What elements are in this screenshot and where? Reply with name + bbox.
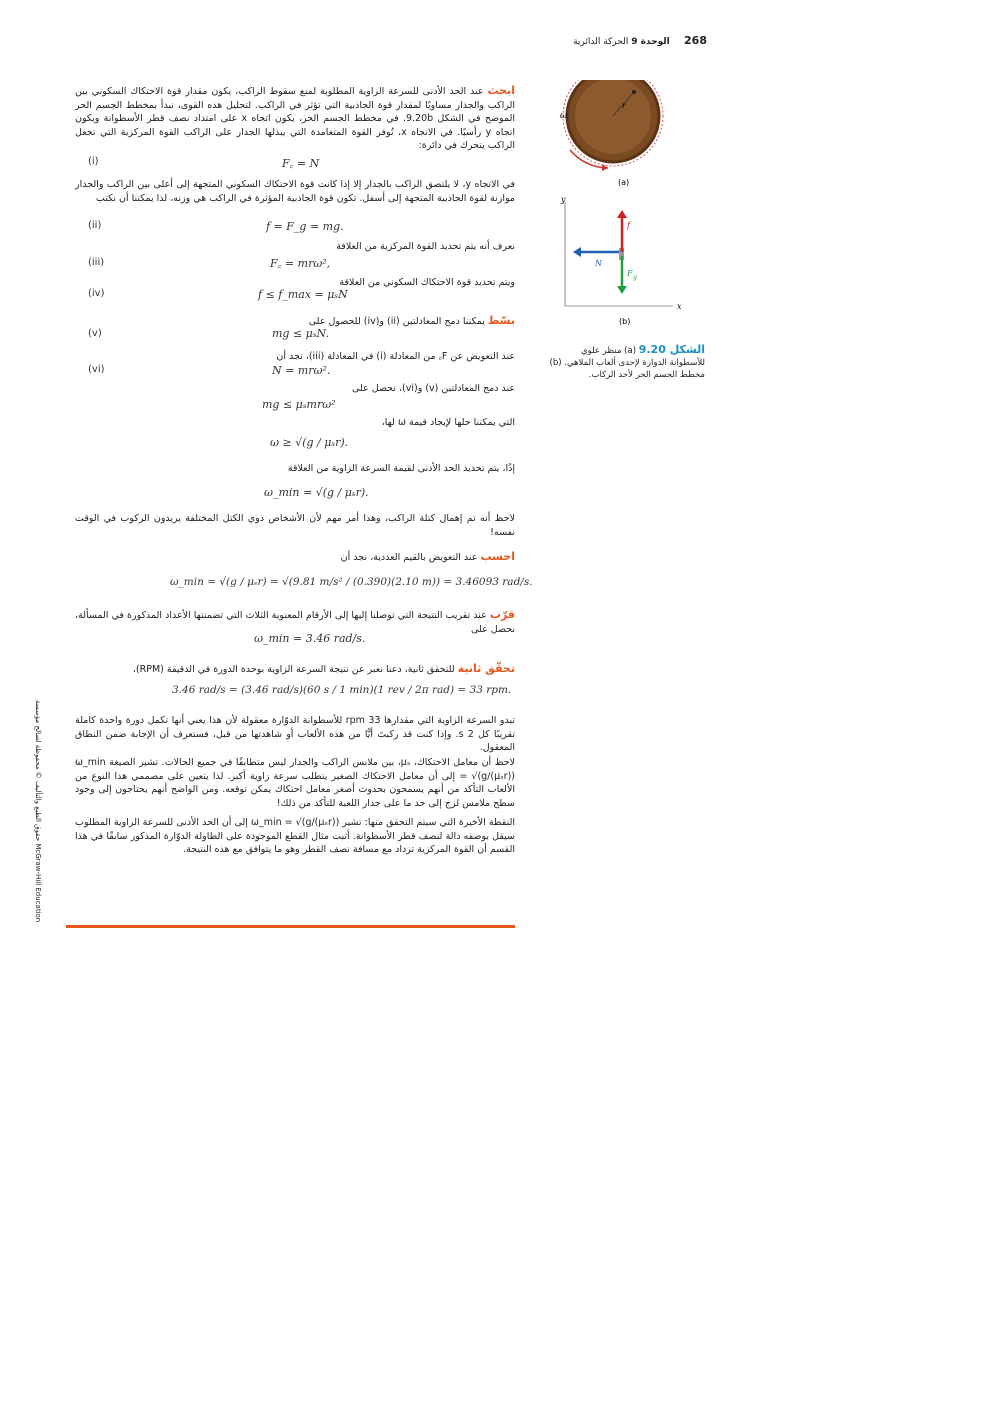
bottom-rule: [66, 925, 515, 928]
equation-number-i: (i): [88, 156, 99, 167]
equation-iv: f ≤ f_max = μₛN: [258, 288, 348, 301]
equation-vii: mg ≤ μₛmrω²: [262, 398, 336, 411]
check-keyword: تحقّق ثانية: [457, 662, 515, 675]
copyright-sidebar: [30, 700, 44, 923]
omega-arrowhead: [602, 164, 608, 171]
paragraph-centripetal: نعرف أنه يتم تحديد القوة المركزية من العلاقة: [336, 241, 515, 252]
calculate-text: عند التعويض بالقيم العددية، نجد أن: [340, 552, 478, 563]
check-text: للتحقق ثانية، دعنا نعبر عن نتيجة السرعة الزاوية بوحدة الدورة في الدقيقة (RPM)،: [132, 664, 455, 675]
equation-ix: ω_min = √(g / μₛr).: [264, 486, 369, 499]
figure-panel-a: [550, 80, 680, 190]
research-keyword: ابحث: [487, 84, 515, 97]
paragraph-reasonable: تبدو السرعة الزاوية التي مقدارها 33 rpm للأسطوانة الدوّارة معقولة لأن هذا يعني أنها تكمل دورة واحدة كاملة تقريبًا كل 2 s. وإذا كنت قد ركبتَ أيًّا من هذه الألعاب أو شاهدتها من قبل، فستعرف أن الإجابة ضمن النطاق المعقول.: [75, 715, 515, 753]
paragraph-y-direction: في الاتجاه y، لا يلتصق الراكب بالجدار إلا إذا كانت قوة الاحتكاك السكوني المتجهة إلى أعلى بين الراكب والجدار موازنة لقوة الجاذبية المتجهة إلى أسفل. تكون قوة الجاذبية المؤثرة في الراكب هي وزنه، لذا يمكننا أن نكتب: [75, 179, 515, 204]
calculate-keyword: احسب: [480, 550, 515, 563]
equation-xi: ω_min = 3.46 rad/s.: [254, 632, 366, 645]
equation-ii: f = F_g = mg.: [266, 220, 344, 233]
normal-label: N: [595, 259, 602, 268]
research-text: عند الحد الأدنى للسرعة الزاوية المطلوبة لمنع سقوط الراكب، يكون مقدار قوة الاحتكاك السكوني بين الراكب والجدار مساويًا لمقدار قوة الجاذبية التي تؤثر في الراكب. لتحليل هذه القوى، نبدأ بمخطط الجسم الحر الموضح في الشكل 9.20b. في مخطط الجسم الحر، يكون اتجاه x على امتداد نصف قطر الأسطوانة ويكون اتجاه y رأسيًا. في الاتجاه x، تُوفر القوة المتعامدة التي يبذلها الجدار على الراكب القوة المركزية التي تجعل الراكب يتحرك في دائرة:: [75, 86, 516, 151]
round-keyword: قرّب: [489, 608, 515, 621]
paragraph-check: [75, 662, 515, 677]
equation-v: mg ≤ μₛN.: [272, 327, 329, 340]
unit-title: الحركة الدائرية: [573, 37, 629, 47]
friction-arrowhead: [617, 210, 627, 218]
equation-xii: 3.46 rad/s = (3.46 rad/s)(60 s / 1 min)(1 rev / 2π rad) = 33 rpm.: [172, 684, 512, 696]
figure-label: الشكل 9.20: [638, 343, 705, 356]
equation-number-iii: (iii): [88, 257, 105, 268]
equation-iii: F꜀ = mrω²,: [270, 257, 331, 270]
paragraph-substitute: عند التعويض عن F꜀ من المعادلة (i) في المعادلة (iii)، نجد أن: [276, 351, 515, 362]
omega-label: ω: [560, 111, 568, 121]
figure-panel-b: [555, 196, 695, 326]
paragraph-solve: التي يمكننا حلها لإيجاد قيمة ω لها،: [381, 417, 515, 428]
paragraph-minimum: إذًا، يتم تحديد الحد الأدنى لقيمة السرعة الزاوية من العلاقة: [287, 463, 515, 474]
copyright-text: حقوق الطبع والتأليف © محفوظة لصالح مؤسسة McGraw-Hill Education: [34, 700, 42, 923]
paragraph-static-friction: ويتم تحديد قوة الاحتكاك السكوني من العلاقة: [339, 277, 515, 288]
equation-number-ii: (ii): [88, 220, 102, 231]
simplify-text: يمكننا دمج المعادلتين (ii) و(iv) للحصول على: [308, 316, 485, 327]
paragraph-radius-note: النقطة الأخيرة التي سيتم التحقق منها: تشير ω_min = √(g/(μₛr)) إلى أن الحد الأدنى للسرعة الزاوية المطلوب سيقل بوصفه دالة لنصف قطر الأسطوانة. أثبت مثال القطع الموجودة على الطاولة الدوّارة المذكور سابقًا في هذا القسم أن القوة المركزية تزداد مع مسافة نصف القطر وهو ما يتوافق مع هذه النتيجة.: [75, 817, 516, 855]
simplify-keyword: بسّط: [487, 314, 515, 327]
page-number: 268: [684, 34, 707, 47]
friction-label: f: [627, 221, 630, 230]
gravity-subscript: g: [633, 274, 637, 281]
equation-number-vi: (vi): [88, 364, 105, 375]
caption-a: (a) منظر علوي للأسطوانة الدوارة لإحدى ألعاب الملاهي.: [564, 346, 705, 368]
paragraph-combine: عند دمج المعادلتين (v) و(vi)، نحصل على: [351, 383, 515, 394]
cylinder-floor: [575, 80, 651, 154]
paragraph-friction-note: لاحظ أن معامل الاحتكاك، μₛ، بين ملابس الراكب والجدار ليس متطابقًا في جميع الحالات. تشير الصيغة ω_min = √(g/(μₛr)) إلى أن معامل الاحتكاك الصغير يتطلب سرعة زاوية أكبر. لذا يتعين على مصممي هذا النوع من الألعاب التأكد من أنهم يسمحون بحدوث أصغر معامل احتكاك يمكن توقعه. ومن الواضح أنهم يحتاجون إلى وجود سطح ملامس لزج إلى حد ما على جدار اللعبة للتأكد من ذلك!: [75, 757, 516, 809]
equation-vi: N = mrω².: [272, 364, 331, 377]
y-axis-label: y: [561, 196, 566, 204]
equation-i: F꜀ = N: [282, 157, 320, 170]
gravity-arrowhead: [617, 286, 627, 294]
panel-b-label: (b): [619, 317, 631, 326]
gravity-label: F: [627, 269, 633, 278]
equation-viii: ω ≥ √(g / μₛr).: [270, 436, 349, 449]
paragraph-mass-note: لاحظ أنه تم إهمال كتلة الراكب، وهذا أمر مهم لأن الأشخاص ذوي الكتل المختلفة يريدون الركوب في الوقت نفسه!: [75, 513, 515, 538]
radius-label: r: [622, 101, 626, 110]
unit-label: الوحدة 9: [631, 37, 670, 47]
x-axis-label: x: [677, 302, 682, 311]
running-header: [573, 34, 707, 47]
equation-x: ω_min = √(g / μₛr) = √(9.81 m/s² / (0.390)(2.10 m)) = 3.46093 rad/s.: [170, 576, 533, 588]
paragraph-calculate: [75, 550, 515, 565]
figure-caption: [545, 344, 705, 381]
panel-a-label: (a): [618, 178, 630, 187]
normal-arrowhead: [573, 247, 581, 257]
equation-number-v: (v): [88, 328, 102, 339]
paragraph-research: [75, 84, 515, 153]
equation-number-iv: (iv): [88, 288, 105, 299]
caption-b: (b) مخطط الجسم الحر لأحد الركاب.: [549, 358, 705, 380]
round-text: عند تقريب النتيجة التي توصلنا إليها إلى الأرقام المعنوية الثلاث التي تضمنتها الأعداد المذكورة في المسألة، نحصل على: [75, 610, 515, 635]
rider-dot: [632, 90, 636, 94]
